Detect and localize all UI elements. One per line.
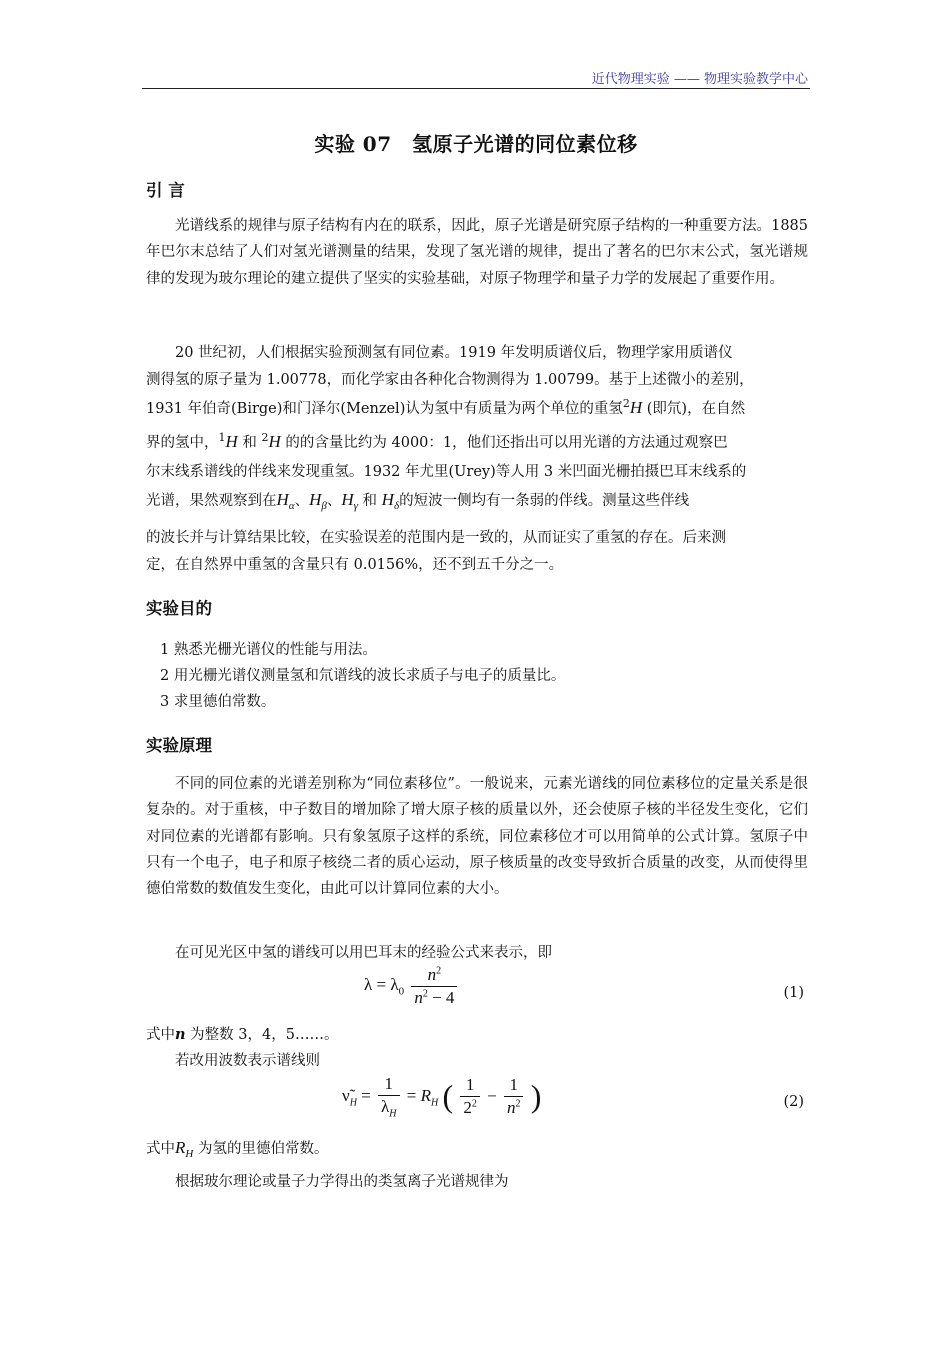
purpose-heading: 实验目的: [146, 599, 212, 618]
principle-paragraph-4: 根据玻尔理论或量子力学得出的类氢离子光谱规律为: [175, 1174, 509, 1190]
text-span: 光谱，果然观察到在: [146, 493, 277, 509]
principle-heading: 实验原理: [146, 736, 212, 755]
page-header: [142, 66, 810, 89]
purpose-item-3: 3 求里德伯常数。: [160, 694, 276, 710]
intro-p2-line-5: 尔末线系谱线的伴线来发现重氢。1932 年尤里(Urey)等人用 3 米凹面光栅拍摄巴耳末线系的: [146, 464, 747, 480]
intro-p2-line-3: 1931 年伯奇(Birge)和门泽尔(Menzel)认为氢中有质量为两个单位的重氢$^2$H (即氘)，在自然: [146, 397, 746, 417]
fraction: $\frac{n^2}{n^2 - 4}$: [411, 965, 457, 1008]
principle-paragraph-1: 不同的同位素的光谱差别称为“同位素移位”。一般说来，元素光谱线的同位素移位的定量关系是很复杂的。对于重核，中子数目的增加除了增大原子核的质量以外，还会使原子核的半径发生变化，它们对同位素的光谱都有影响。只有象氢原子这样的系统，同位素移位才可以用简单的公式计算。氢原子中只有一个电子，电子和原子核绕二者的质心运动，原子核质量的改变导致折合质量的改变，从而使得里德伯常数的数值发生变化，由此可以计算同位素的大小。: [146, 776, 808, 898]
header-text: 近代物理实验 —— 物理实验教学中心: [591, 72, 808, 87]
purpose-item-2: 2 用光栅光谱仪测量氢和氘谱线的波长求质子与电子的质量比。: [160, 668, 566, 684]
intro-heading: 引 言: [146, 181, 185, 200]
intro-p2-line-6: 光谱，果然观察到在$H_\alpha$、$H_\beta$、$H_\gamma$ 和 $H_\delta$的短波一侧均有一条弱的伴线。测量这些伴线: [146, 490, 690, 512]
principle-paragraph-3: 若改用波数表示谱线则: [175, 1053, 320, 1069]
equation-2: [146, 1074, 808, 1134]
text-span: 界的氢中，: [146, 435, 219, 451]
intro-p2-line-8: 定，在自然界中重氢的含量只有 0.0156%，还不到五千分之一。: [146, 557, 564, 573]
purpose-item-1: 1 熟悉光栅光谱仪的性能与用法。: [160, 642, 377, 658]
equation-2-formula: $\nũ_H$ = $\frac{1}{\lambda_H}$ = $R_H$ ( $\frac{1}{2^2}$ − $\frac{1}{n^2}$ ): [342, 1074, 542, 1120]
text-span: 的的含量比约为 4000：1，他们还指出可以用光谱的方法通过观察巴: [285, 435, 728, 451]
page-title: 实验 07 氢原子光谱的同位素位移: [314, 132, 638, 156]
text-span: 和: [242, 435, 257, 451]
equation-1-note: [146, 1023, 338, 1044]
intro-p2-line-2: 测得氢的原子量为 1.00778，而化学家由各种化合物测得为 1.00799。基于上述微小的差别，: [146, 372, 754, 388]
text-span: 的短波一侧均有一条弱的伴线。测量这些伴线: [399, 493, 690, 509]
principle-paragraph-2: 在可见光区中氢的谱线可以用巴耳末的经验公式来表示，即: [175, 945, 552, 961]
variable-n: n: [175, 1026, 186, 1043]
equation-1: [146, 965, 808, 1025]
equation-1-formula: $\lambda = \lambda_0$ $\frac{n^2}{n^2 - 4}$: [364, 965, 460, 1008]
intro-p2-line-4: 界的氢中，$^1$H 和 $^2$H 的的含量比约为 4000：1，他们还指出可以用光谱的方法通过观察巴: [146, 431, 728, 451]
equation-2-number: (2): [783, 1094, 804, 1110]
equation-2-note: 式中$R_H$ 为氢的里德伯常数。: [146, 1138, 329, 1160]
fraction: $\frac{1}{\lambda_H}$: [378, 1074, 399, 1119]
text-span: 式中: [146, 1141, 175, 1157]
fraction: $\frac{1}{2^2}$: [460, 1075, 480, 1118]
text-span: 1931 年伯奇(Birge)和门泽尔(Menzel)认为氢中有质量为两个单位的重氢: [146, 401, 623, 417]
text-span: 为整数 3，4，5……。: [190, 1027, 339, 1043]
fraction: $\frac{1}{n^2}$: [504, 1075, 524, 1118]
intro-p2-line-7: 的波长并与计算结果比较，在实验误差的范围内是一致的，从而证实了重氢的存在。后来测: [146, 530, 726, 546]
text-span: 为氢的里德伯常数。: [197, 1141, 329, 1157]
text-span: (即氘)，在自然: [646, 401, 746, 417]
intro-paragraph-1: 光谱线系的规律与原子结构有内在的联系，因此，原子光谱是研究原子结构的一种重要方法。1885 年巴尔末总结了人们对氢光谱测量的结果，发现了氢光谱的规律，提出了著名的巴尔末公式，氢光谱规律的发现为玻尔理论的建立提供了坚实的实验基础，对原子物理学和量子力学的发展起了重要作用。: [146, 218, 808, 287]
text-span: 式中: [146, 1027, 175, 1043]
equation-1-number: (1): [783, 985, 804, 1001]
intro-p2-line-1: 20 世纪初，人们根据实验预测氢有同位素。1919 年发明质谱仪后，物理学家用质谱仪: [175, 345, 733, 361]
